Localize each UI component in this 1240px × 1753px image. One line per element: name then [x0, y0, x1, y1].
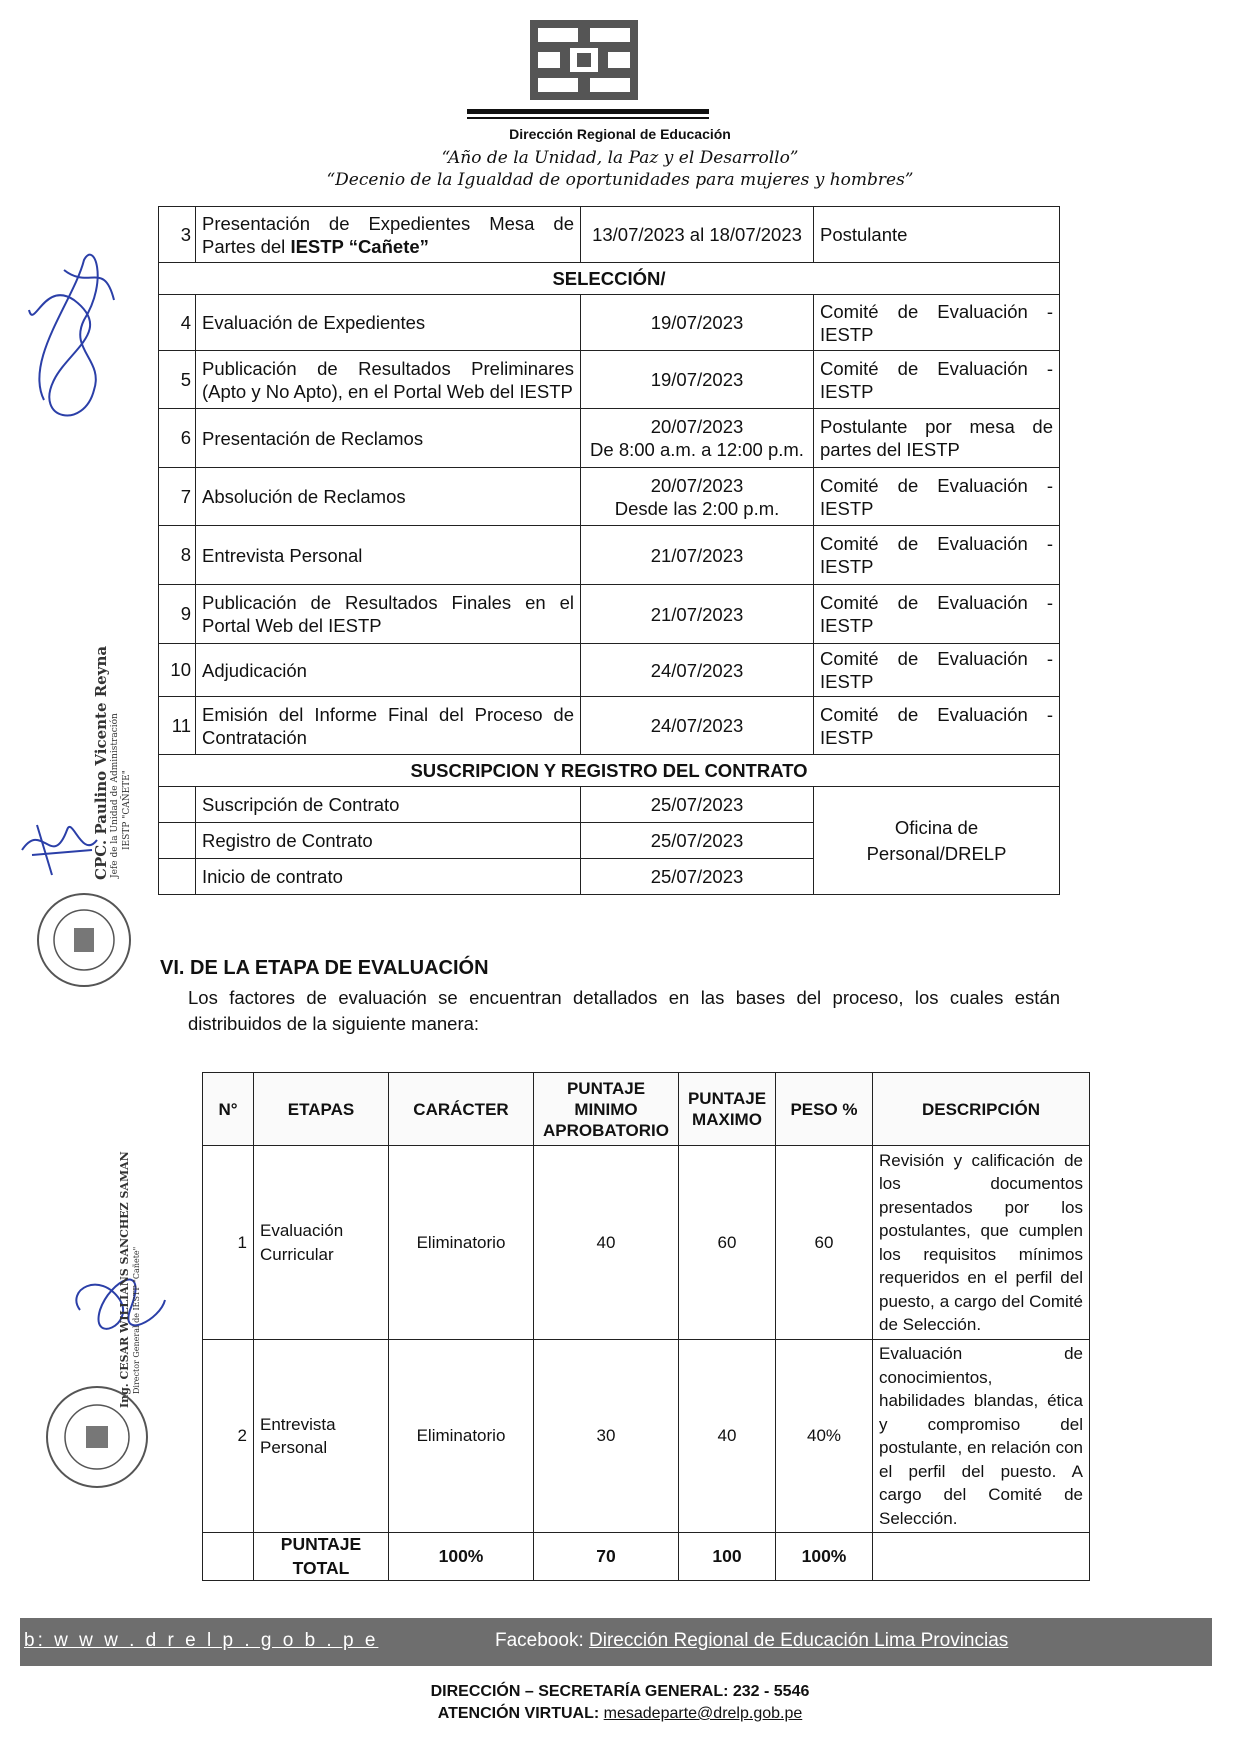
activity-cell: Publicación de Resultados Finales en el Portal Web del IESTP [196, 585, 581, 644]
table-row [159, 644, 1060, 697]
responsible-cell: Postulante [814, 207, 1060, 263]
max-score-cell: 40 [679, 1340, 776, 1533]
section-contract: SUSCRIPCION Y REGISTRO DEL CONTRATO [159, 755, 1060, 787]
table-row [159, 468, 1060, 526]
responsible-cell: Comité de Evaluación - IESTP [814, 644, 1060, 697]
responsible-cell: Comité de Evaluación - IESTP [814, 468, 1060, 526]
date-cell: 25/07/2023 [581, 787, 814, 823]
office-cell: Oficina de Personal/DRELP [814, 787, 1060, 895]
total-character: 100% [389, 1533, 534, 1581]
evaluation-table [202, 1072, 1090, 1581]
date-cell: 24/07/2023 [581, 644, 814, 697]
row-number [159, 787, 196, 823]
empty-cell [873, 1533, 1090, 1581]
responsible-cell: Comité de Evaluación - IESTP [814, 351, 1060, 409]
table-row [159, 526, 1060, 585]
table-row [159, 697, 1060, 755]
responsible-cell: Comité de Evaluación - IESTP [814, 585, 1060, 644]
date-cell: 13/07/2023 al 18/07/2023 [581, 207, 814, 263]
row-number [159, 823, 196, 859]
footer-bar [20, 1618, 1212, 1666]
date-cell: 21/07/2023 [581, 526, 814, 585]
seal-stamp-1 [34, 890, 134, 990]
total-label: PUNTAJE TOTAL [254, 1533, 389, 1581]
date-cell: 20/07/2023 De 8:00 a.m. a 12:00 p.m. [581, 409, 814, 468]
activity-cell: Publicación de Resultados Preliminares (Apto y No Apto), en el Portal Web del IESTP [196, 351, 581, 409]
responsible-cell: Comité de Evaluación - IESTP [814, 295, 1060, 351]
footer-virtual: ATENCIÓN VIRTUAL: mesadeparte@drelp.gob.pe [437, 1705, 803, 1722]
section-selection: SELECCIÓN/ [159, 263, 1060, 295]
col-header: PUNTAJE MINIMO APROBATORIO [534, 1073, 679, 1146]
col-header: N° [203, 1073, 254, 1146]
col-header: CARÁCTER [389, 1073, 534, 1146]
stage-cell: Entrevista Personal [254, 1340, 389, 1533]
facebook-info: Facebook: Dirección Regional de Educación Lima Provincias [495, 1630, 1009, 1651]
stamp-2-name: Ing. CESAR WILLIANS SANCHEZ SAMAN [118, 1151, 131, 1408]
table-row [203, 1146, 1090, 1340]
description-cell: Revisión y calificación de los documentos presentados por los postulantes, que cumplen los requisitos mínimos requeridos en el perfil del puesto, a cargo del Comité de Selección. [873, 1146, 1090, 1340]
table-row [159, 295, 1060, 351]
row-number: 5 [159, 351, 196, 409]
stamp-1-role: Jefe de la Unidad de Administración [110, 713, 120, 878]
empty-cell [203, 1533, 254, 1581]
character-cell: Eliminatorio [389, 1340, 534, 1533]
signature-3 [60, 1250, 170, 1360]
total-row [203, 1533, 1090, 1581]
activity-cell: Registro de Contrato [196, 823, 581, 859]
date-cell: 21/07/2023 [581, 585, 814, 644]
section-row [159, 263, 1060, 295]
col-header: PESO % [776, 1073, 873, 1146]
responsible-cell: Postulante por mesa de partes del IESTP [814, 409, 1060, 468]
col-header: ETAPAS [254, 1073, 389, 1146]
stamp-1-org: IESTP "CAÑETE" [122, 770, 132, 850]
header-rule-thin [467, 117, 709, 119]
row-number: 9 [159, 585, 196, 644]
table-row [159, 351, 1060, 409]
table-row [159, 787, 1060, 823]
schedule-table [158, 206, 1060, 895]
stage-cell: Evaluación Curricular [254, 1146, 389, 1340]
row-number: 4 [159, 295, 196, 351]
total-max: 100 [679, 1533, 776, 1581]
footer-phone: DIRECCIÓN – SECRETARÍA GENERAL: 232 - 5546 [430, 1683, 810, 1700]
activity-cell: Evaluación de Expedientes [196, 295, 581, 351]
date-cell: 19/07/2023 [581, 295, 814, 351]
date-cell: 19/07/2023 [581, 351, 814, 409]
year-motto: “Año de la Unidad, la Paz y el Desarrollo” [441, 148, 799, 168]
weight-cell: 60 [776, 1146, 873, 1340]
row-number: 8 [159, 526, 196, 585]
activity-cell: Presentación de Reclamos [196, 409, 581, 468]
date-cell: 25/07/2023 [581, 823, 814, 859]
section-paragraph: Los factores de evaluación se encuentran detallados en las bases del proceso, los cuales están distribuidos de la siguiente manera: [188, 987, 1060, 1034]
character-cell: Eliminatorio [389, 1146, 534, 1340]
org-name: Dirección Regional de Educación [509, 126, 731, 142]
activity-cell: Suscripción de Contrato [196, 787, 581, 823]
row-number: 7 [159, 468, 196, 526]
row-number: 1 [203, 1146, 254, 1340]
header-rule [467, 109, 709, 114]
decade-motto: “Decenio de la Igualdad de oportunidades para mujeres y hombres” [326, 170, 914, 190]
signature-2 [12, 810, 102, 880]
signature-1 [14, 240, 124, 440]
responsible-cell: Comité de Evaluación - IESTP [814, 697, 1060, 755]
responsible-cell: Comité de Evaluación - IESTP [814, 526, 1060, 585]
row-number [159, 859, 196, 895]
total-weight: 100% [776, 1533, 873, 1581]
total-min: 70 [534, 1533, 679, 1581]
row-number: 3 [159, 207, 196, 263]
email-link[interactable]: mesadeparte@drelp.gob.pe [603, 1705, 803, 1722]
date-cell: 24/07/2023 [581, 697, 814, 755]
row-number: 2 [203, 1340, 254, 1533]
section-title: VI. DE LA ETAPA DE EVALUACIÓN [160, 957, 489, 979]
activity-cell: Emisión del Informe Final del Proceso de Contratación [196, 697, 581, 755]
header-row [203, 1073, 1090, 1146]
seal-stamp-2 [42, 1382, 152, 1492]
activity-cell: Adjudicación [196, 644, 581, 697]
col-header: PUNTAJE MAXIMO [679, 1073, 776, 1146]
row-number: 6 [159, 409, 196, 468]
drelp-logo [530, 20, 638, 100]
date-cell: 20/07/2023 Desde las 2:00 p.m. [581, 468, 814, 526]
table-row [159, 207, 1060, 263]
activity-cell: Presentación de Expedientes Mesa de Partes del IESTP “Cañete” [196, 207, 581, 263]
row-number: 10 [159, 644, 196, 697]
row-number: 11 [159, 697, 196, 755]
min-score-cell: 30 [534, 1340, 679, 1533]
min-score-cell: 40 [534, 1146, 679, 1340]
section-row [159, 755, 1060, 787]
stamp-1-name: CPC. Paulino Vicente Reyna [92, 645, 110, 880]
activity-cell: Inicio de contrato [196, 859, 581, 895]
stamp-2-role: Director General de IESTP "Cañete" [132, 1246, 141, 1394]
table-row [203, 1340, 1090, 1533]
activity-cell: Absolución de Reclamos [196, 468, 581, 526]
table-row [159, 409, 1060, 468]
weight-cell: 40% [776, 1340, 873, 1533]
description-cell: Evaluación de conocimientos, habilidades blandas, ética y compromiso del postulante, en relación con el perfil del puesto. A cargo del Comité de Selección. [873, 1340, 1090, 1533]
facebook-link[interactable]: Dirección Regional de Educación Lima Provincias [589, 1630, 1009, 1651]
website-link[interactable]: b: w w w . d r e l p . g o b . p e [24, 1630, 379, 1651]
date-cell: 25/07/2023 [581, 859, 814, 895]
activity-cell: Entrevista Personal [196, 526, 581, 585]
col-header: DESCRIPCIÓN [873, 1073, 1090, 1146]
table-row [159, 585, 1060, 644]
max-score-cell: 60 [679, 1146, 776, 1340]
